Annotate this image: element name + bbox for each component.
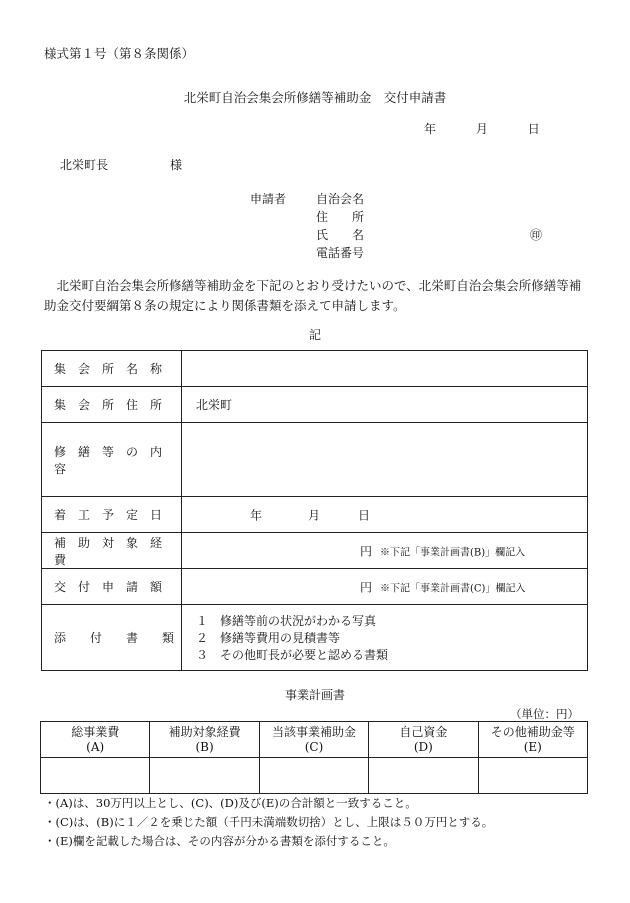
- requested-amount-field[interactable]: [182, 569, 588, 605]
- own-funds-input[interactable]: [369, 758, 478, 794]
- column-code: (C): [304, 739, 324, 754]
- application-statement: 北栄町自治会集会所修繕等補助金を下記のとおり受けたいので、北栄町自治会集会所修繕等補助金交付要綱第８条の規定により関係書類を添えて申請します。: [44, 278, 582, 313]
- yen-unit: 円: [360, 544, 373, 558]
- start-day-label: 日: [358, 508, 371, 522]
- note-item: ・(C)は、(B)に１／２を乗じた額（千円未満端数切捨）とし、上限は５０万円とする。: [44, 815, 494, 829]
- business-plan-table: [40, 721, 588, 794]
- facility-address-label: 集 会 所 住 所: [42, 387, 182, 423]
- column-name: その他補助金等: [490, 724, 575, 739]
- applicant-field-address: 住 所: [316, 210, 365, 224]
- date-month-label: 月: [475, 122, 488, 136]
- unit-label: （単位：円）: [510, 707, 579, 721]
- eligible-cost-note: ※下記「事業計画書(B)」欄記入: [380, 547, 526, 558]
- other-subsidy-input[interactable]: [478, 758, 587, 794]
- addressee-honorific: 様: [170, 158, 183, 172]
- column-header-other-subsidy: [478, 722, 587, 758]
- table-row: [42, 533, 588, 569]
- addressee-name: 北栄町長: [60, 158, 109, 172]
- column-code: (E): [523, 739, 542, 754]
- start-date-field[interactable]: [182, 497, 588, 533]
- column-header-subsidy: [259, 722, 368, 758]
- application-date: [424, 120, 540, 137]
- table-header-row: [41, 722, 588, 758]
- table-row: [41, 758, 588, 794]
- addressee: [60, 156, 182, 173]
- subsidy-input[interactable]: [259, 758, 368, 794]
- table-row: [42, 351, 588, 387]
- column-header-eligible: [150, 722, 259, 758]
- applicant-field-name: 氏 名: [316, 228, 365, 242]
- note-item: ・(A)は、30万円以上とし、(C)、(D)及び(E)の合計額と一致すること。: [44, 796, 417, 810]
- start-year-label: 年: [250, 508, 263, 522]
- ki-heading: 記: [308, 328, 321, 342]
- form-number: 様式第１号（第８条関係）: [44, 46, 195, 61]
- repair-content-label: 修 繕 等 の 内 容: [42, 423, 182, 497]
- column-code: (A): [86, 739, 105, 754]
- attachment-item: ３ その他町長が必要と認める書類: [196, 648, 389, 662]
- date-day-label: 日: [527, 122, 540, 136]
- document-title: 北栄町自治会集会所修繕等補助金 交付申請書: [183, 90, 447, 105]
- eligible-cost-field[interactable]: [182, 533, 588, 569]
- attachments-list: [182, 605, 588, 671]
- application-details-table: [41, 350, 588, 671]
- requested-amount-label: 交 付 申 請 額: [42, 569, 182, 605]
- table-row: [42, 497, 588, 533]
- column-name: 補助対象経費: [168, 724, 241, 739]
- table-row: [42, 423, 588, 497]
- total-cost-input[interactable]: [41, 758, 150, 794]
- applicant-fields: [316, 190, 364, 262]
- applicant-label: 申請者: [250, 192, 287, 206]
- table-row: [42, 605, 588, 671]
- eligible-cost-input[interactable]: [150, 758, 259, 794]
- column-header-own-funds: [369, 722, 478, 758]
- column-name: 自己資金: [399, 724, 448, 739]
- column-header-total: [41, 722, 150, 758]
- attachment-item: １ 修繕等前の状況がわかる写真: [196, 614, 377, 628]
- applicant-field-association: 自治会名: [316, 192, 365, 206]
- seal-mark: ㊞: [530, 228, 543, 242]
- facility-name-field[interactable]: [182, 351, 588, 387]
- start-date-label: 着 工 予 定 日: [42, 497, 182, 533]
- table-row: [42, 387, 588, 423]
- attachment-item: ２ 修繕等費用の見積書等: [196, 631, 341, 645]
- start-month-label: 月: [308, 508, 321, 522]
- date-year-label: 年: [424, 122, 437, 136]
- eligible-cost-label: 補 助 対 象 経 費: [42, 533, 182, 569]
- notes: [44, 794, 493, 851]
- column-code: (D): [413, 739, 433, 754]
- column-name: 当該事業補助金: [271, 724, 356, 739]
- business-plan-title: 事業計画書: [284, 688, 345, 702]
- requested-amount-note: ※下記「事業計画書(C)」欄記入: [380, 583, 526, 594]
- facility-name-label: 集 会 所 名 称: [42, 351, 182, 387]
- column-code: (B): [195, 739, 214, 754]
- applicant-field-phone: 電話番号: [316, 246, 365, 260]
- note-item: ・(E)欄を記載した場合は、その内容が分かる書類を添付すること。: [44, 834, 395, 848]
- yen-unit: 円: [360, 580, 373, 594]
- attachments-label: 添 付 書 類: [42, 605, 182, 671]
- repair-content-field[interactable]: [182, 423, 588, 497]
- table-row: [42, 569, 588, 605]
- facility-address-field[interactable]: 北栄町: [182, 387, 588, 423]
- column-name: 総事業費: [71, 724, 120, 739]
